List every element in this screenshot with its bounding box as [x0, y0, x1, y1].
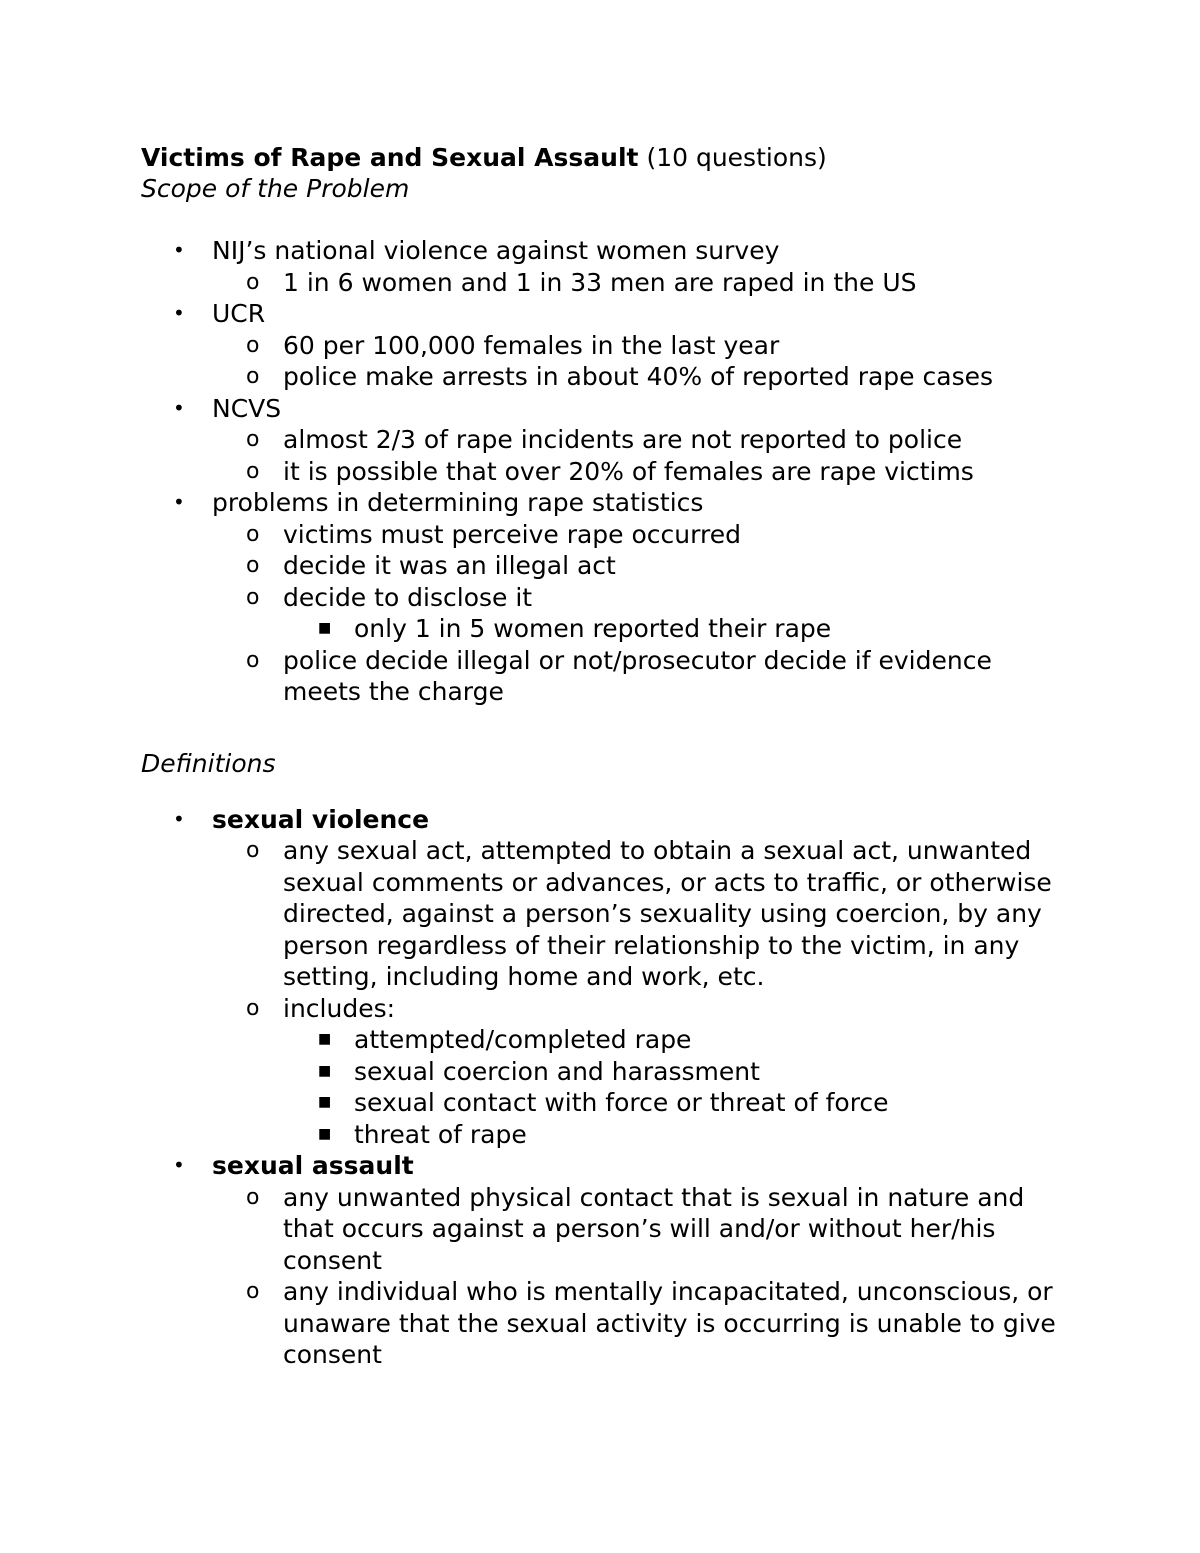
square-bullet-icon: ■ [318, 1031, 332, 1047]
title-suffix: (10 questions) [646, 143, 827, 172]
list-item [141, 1150, 1061, 1371]
bullet-icon: • [173, 395, 185, 420]
bullet-icon: • [173, 238, 185, 262]
list-item: o 1 in 6 women and 1 in 33 men are raped in the US [246, 267, 917, 297]
circle-bullet-icon: o [246, 838, 260, 863]
list-item: o almost 2/3 of rape incidents are not reported to police [246, 425, 963, 454]
bullet-icon: • [173, 1153, 185, 1177]
square-bullet-icon: ■ [318, 1125, 332, 1142]
scope-list [141, 235, 1061, 708]
circle-bullet-icon: o [246, 995, 260, 1021]
scope-heading: Scope of the Problem [141, 174, 410, 203]
document-body [141, 142, 1061, 1371]
list-item: • UCR o 60 per 100,000 females in the last year o police make arrests in about 40% of reported rape cases [141, 298, 1061, 393]
bullet-icon: • [173, 806, 185, 831]
circle-bullet-icon: o [246, 427, 260, 452]
square-bullet-icon: ■ [318, 1062, 332, 1079]
list-item: ■ threat of rape [318, 1119, 527, 1149]
circle-bullet-icon: o [246, 647, 260, 673]
list-item: • NCVS o almost 2/3 of rape incidents are not reported to police o it is possible that over 20% of females are rape victims [141, 393, 1061, 488]
document-title [141, 142, 1061, 173]
list-item: ■ only 1 in 5 women reported their rape [318, 614, 832, 643]
circle-bullet-icon: o [246, 332, 260, 358]
square-bullet-icon: ■ [318, 620, 332, 636]
list-item: o any unwanted physical contact that is sexual in nature and that occurs against a person’s will and/or without her/his consent [246, 1182, 1025, 1275]
term-sexual-violence: sexual violence [212, 804, 430, 834]
bullet-icon: • [173, 490, 185, 514]
list-item: • NIJ’s national violence against women survey o 1 in 6 women and 1 in 33 men are raped in the US [141, 235, 1061, 298]
square-bullet-icon: ■ [318, 1094, 332, 1110]
list-item [141, 804, 1061, 1151]
circle-bullet-icon: o [246, 364, 260, 389]
definitions-list [141, 804, 1061, 1371]
list-item: ■ sexual coercion and harassment [318, 1056, 760, 1086]
list-item: o decide it was an illegal act [246, 551, 616, 580]
list-item: ■ attempted/completed rape [318, 1025, 692, 1054]
circle-bullet-icon: o [246, 584, 260, 610]
list-item: • problems in determining rape statistics o victims must perceive rape occurred o decide it was an illegal act o decide to disclose it ■ only 1 in 5 women reported their rape o police decide illegal or not/prosecutor decide if evidence meets the charge [141, 487, 1061, 708]
list-item: o it is possible that over 20% of females are rape victims [246, 456, 974, 486]
title-main: Victims of Rape and Sexual Assault [141, 143, 639, 172]
term-sexual-assault: sexual assault [212, 1151, 414, 1180]
list-item: o 60 per 100,000 females in the last year [246, 330, 780, 360]
circle-bullet-icon: o [246, 1279, 260, 1304]
circle-bullet-icon: o [246, 521, 260, 547]
list-item: ■ sexual contact with force or threat of force [318, 1088, 889, 1117]
list-item: o any sexual act, attempted to obtain a sexual act, unwanted sexual comments or advances, or acts to traffic, or otherwise directed, against a person’s sexuality using coercion, by any person regardless of their relationship to the victim, in any setting, including home and work, etc. [246, 836, 1052, 991]
circle-bullet-icon: o [246, 269, 260, 295]
circle-bullet-icon: o [246, 553, 260, 578]
list-item: o includes: ■ attempted/completed rape ■ sexual coercion and harassment ■ sexual contact with force or threat of force ■ threat of rape [212, 993, 1061, 1151]
circle-bullet-icon: o [246, 1184, 260, 1210]
list-item: o police make arrests in about 40% of reported rape cases [246, 362, 993, 391]
list-item: o victims must perceive rape occurred [246, 519, 741, 549]
bullet-icon: • [173, 301, 185, 325]
list-item: o any individual who is mentally incapacitated, unconscious, or unaware that the sexual activity is occurring is unable to give consent [246, 1277, 1056, 1369]
circle-bullet-icon: o [246, 458, 260, 484]
list-item: o police decide illegal or not/prosecutor decide if evidence meets the charge [246, 645, 992, 706]
list-item: o decide to disclose it ■ only 1 in 5 women reported their rape [212, 582, 1061, 645]
definitions-heading: Definitions [141, 748, 276, 778]
